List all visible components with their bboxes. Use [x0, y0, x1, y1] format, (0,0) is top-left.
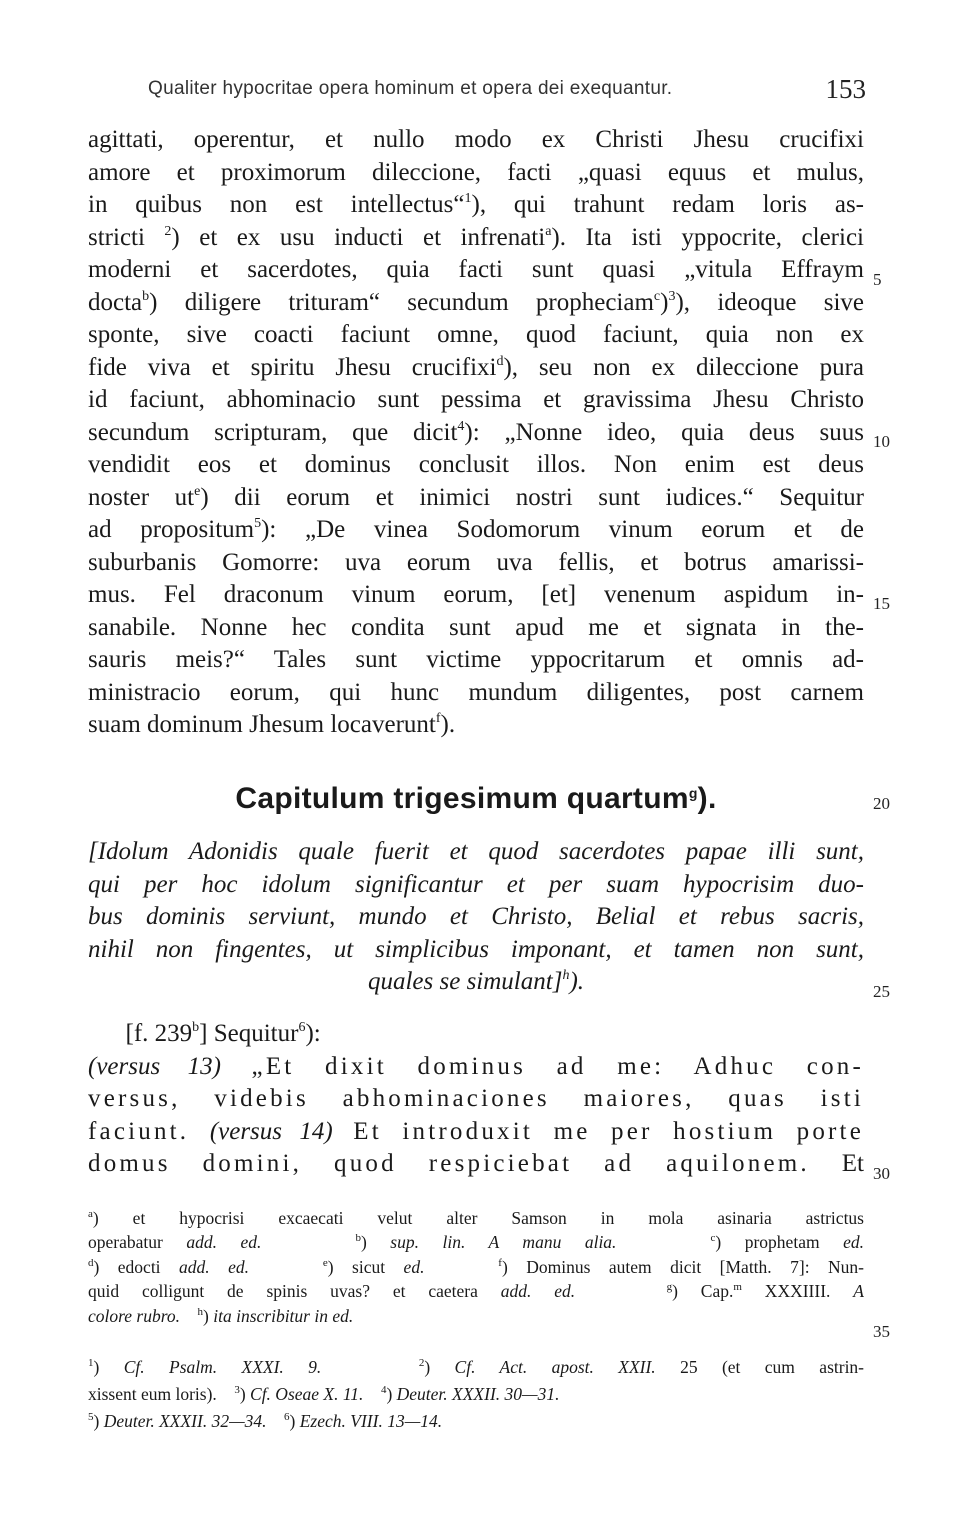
- text-run: suam dominum Jhesum locaverunt: [88, 711, 436, 738]
- text-run: [616, 1232, 710, 1252]
- text-line: [88, 612, 864, 645]
- text-run: quales se simulant]: [367, 968, 563, 995]
- text-run: [363, 1384, 381, 1404]
- footnote-line: [88, 1230, 864, 1254]
- summary-line: [88, 836, 864, 869]
- text-line: [88, 514, 864, 547]
- text-run: nihil non fingentes, ut simplicibus imponant, et tamen non sunt,: [88, 935, 864, 963]
- note-mark: 6: [284, 1411, 290, 1423]
- text-run: Cf. Psalm. XXXI. 9.: [123, 1357, 322, 1377]
- text-line: [88, 254, 864, 287]
- text-run: Et introduxit me per hostium porte: [332, 1117, 864, 1145]
- text-line: [88, 677, 864, 710]
- text-run: [f. 239: [88, 1020, 193, 1047]
- text-run: sauris meis?“ Tales sunt victime yppocritarum et omnis ad-: [88, 646, 864, 673]
- text-run: [180, 1306, 198, 1326]
- note-mark: 4: [457, 418, 465, 434]
- text-line: [88, 449, 864, 482]
- text-run: sponte, sive coacti faciunt omne, quod faciunt, quia non ex: [88, 321, 864, 348]
- note-mark: e: [194, 483, 201, 499]
- text-run: ) sicut: [327, 1256, 404, 1277]
- text-run: ):: [305, 1020, 321, 1047]
- text-run: agittati, operentur, et nullo modo ex Christi Jhesu crucifixi: [88, 126, 864, 153]
- text-run: sanabile. Nonne hec condita sunt apud me et signata in the-: [88, 613, 864, 641]
- summary-line: [88, 869, 864, 902]
- note-mark: h: [562, 968, 570, 983]
- chapter-summary: [88, 836, 864, 999]
- text-run: ) dii eorum et inimici nostri sunt iudices.“ Sequitur: [200, 483, 864, 511]
- text-run: ) et ex usu inducti et infrenati: [171, 223, 546, 251]
- text-run: [261, 1232, 355, 1252]
- note-mark: 6: [298, 1020, 306, 1035]
- text-line: [88, 1083, 864, 1116]
- text-run: Deuter. XXXII. 32—34.: [103, 1411, 267, 1431]
- text-run: sup. lin. A manu alia.: [390, 1232, 617, 1253]
- text-run: Et: [841, 1150, 864, 1177]
- text-run: ): [289, 1411, 300, 1431]
- text-run: suburbanis Gomorre: uva eorum uva fellis, et botrus amarissi-: [88, 548, 864, 576]
- text-run: colore rubro.: [88, 1305, 181, 1326]
- text-run: fide viva et spiritu Jhesu crucifixi: [88, 353, 497, 381]
- note-mark: d: [496, 353, 504, 369]
- text-run: 25 (et cum astrin-: [655, 1357, 864, 1377]
- text-run: ): [203, 1305, 214, 1326]
- text-run: qui per hoc idolum significantur et per suam hypocrisim duo-: [88, 870, 864, 898]
- text-run: ) Dominus autem dicit [Matth. 7]: Nun-: [501, 1256, 864, 1277]
- text-run: „Et dixit dominus ad me: Adhuc con-: [220, 1052, 864, 1080]
- text-run: ] Sequitur: [199, 1020, 299, 1047]
- text-run: ) et hypocrisi excaecati velut alter Samson in mola asinaria astrictus: [92, 1208, 864, 1228]
- chapter-title: Capitulum trigesimum quartum: [235, 782, 689, 815]
- text-run: add. ed.: [186, 1232, 262, 1253]
- text-run: mus. Fel draconum vinum eorum, [et] venenum aspidum in-: [88, 581, 864, 608]
- text-run: ed.: [403, 1256, 425, 1277]
- text-line: [88, 1051, 864, 1084]
- note-mark: d: [88, 1256, 94, 1269]
- note-mark: m: [733, 1281, 742, 1294]
- note-mark: 1: [464, 191, 472, 206]
- text-line: [88, 319, 864, 352]
- footnote-line: [88, 1255, 864, 1279]
- source-references: [88, 1354, 864, 1435]
- note-mark: e: [322, 1256, 328, 1269]
- note-mark: 5: [88, 1411, 94, 1423]
- note-mark: c: [653, 288, 661, 304]
- text-run: add. ed.: [500, 1281, 576, 1302]
- line-number: 35: [873, 1322, 890, 1341]
- text-run: [575, 1281, 666, 1301]
- text-line: [88, 189, 864, 222]
- text-line: [88, 482, 864, 515]
- text-run: noster ut: [88, 483, 195, 511]
- running-header: [148, 72, 868, 108]
- text-run: Cf. Act. apost. XXII.: [454, 1357, 656, 1377]
- chapter-heading: [88, 782, 864, 816]
- note-mark: 3: [234, 1384, 240, 1396]
- text-run: ): [93, 1357, 124, 1377]
- text-run: ita inscribitur in ed.: [213, 1305, 354, 1326]
- note-mark: h: [197, 1305, 204, 1318]
- text-run: [249, 1257, 323, 1277]
- line-number: 5: [873, 270, 882, 289]
- text-run: ), qui trahunt redam loris as-: [471, 191, 864, 218]
- note-mark: c: [710, 1232, 716, 1245]
- text-run: A: [853, 1281, 864, 1302]
- note-mark: b: [142, 288, 150, 304]
- text-run: ) prophetam: [715, 1232, 844, 1253]
- text-run: vendidit eos et dominus conclusit illos. Non enim est deus: [88, 451, 864, 478]
- text-run: (versus 13): [88, 1052, 221, 1080]
- text-line: [88, 579, 864, 612]
- text-run: ), ideoque sive: [675, 288, 864, 316]
- text-run: ). Ita isti yppocrite, clerici: [551, 223, 864, 251]
- note-mark: f: [498, 1256, 502, 1269]
- text-run: xissent eum loris).: [88, 1384, 235, 1404]
- text-run: ): [93, 1411, 104, 1431]
- summary-line: [88, 901, 864, 934]
- text-run: ).: [440, 711, 456, 738]
- text-run: ).: [569, 968, 585, 995]
- note-mark: 1: [88, 1357, 94, 1369]
- summary-line: [88, 966, 864, 999]
- note-mark: 5: [254, 516, 262, 531]
- summary-line: [88, 934, 864, 967]
- reference-line: [88, 1354, 864, 1381]
- text-run: ) edocti: [93, 1256, 180, 1277]
- continuation-text: [88, 1018, 864, 1181]
- text-run: ): [660, 288, 669, 316]
- main-text: [88, 124, 864, 742]
- note-mark: g: [666, 1281, 673, 1294]
- footnote-line: [88, 1304, 864, 1328]
- text-line: [88, 157, 864, 190]
- reference-line: [88, 1381, 864, 1408]
- text-line: [88, 222, 864, 255]
- text-run: [Idolum Adonidis quale fuerit et quod sacerdotes papae illi sunt,: [88, 838, 864, 865]
- line-number: 10: [873, 432, 890, 451]
- text-line: [88, 547, 864, 580]
- critical-apparatus: [88, 1206, 864, 1328]
- text-run: domus domini, quod respiciebat ad aquilonem.: [88, 1150, 842, 1177]
- text-run: in quibus non est intellectus“: [88, 191, 465, 218]
- text-line: [88, 709, 864, 742]
- reference-line: [88, 1408, 864, 1435]
- text-line: [88, 1116, 864, 1149]
- note-mark: b: [192, 1020, 200, 1035]
- text-run: ): „De vinea Sodomorum vinum eorum et de: [261, 516, 864, 543]
- text-run: ) Cap.: [672, 1281, 734, 1302]
- text-run: Ezech. VIII. 13—14.: [299, 1411, 443, 1431]
- note-mark: a: [88, 1208, 93, 1220]
- text-run: [321, 1357, 419, 1377]
- note-mark: b: [355, 1232, 361, 1245]
- text-line: [88, 384, 864, 417]
- text-run: quid colligunt de spinis uvas? et caetera: [88, 1281, 501, 1302]
- line-number: 25: [873, 982, 890, 1001]
- text-run: operabatur: [88, 1232, 187, 1253]
- note-mark: 4: [380, 1384, 387, 1396]
- text-run: ) diligere trituram“ secundum propheciam: [149, 288, 654, 316]
- text-run: ), seu non ex dileccione pura: [503, 353, 864, 381]
- note-mark: f: [435, 711, 441, 726]
- text-line: [88, 644, 864, 677]
- text-run: add. ed.: [179, 1256, 249, 1277]
- text-run: ): [360, 1232, 391, 1253]
- text-run: versus, videbis abhominaciones maiores, quas isti: [88, 1085, 864, 1112]
- text-run: moderni et sacerdotes, quia facti sunt quasi „vitula Effraym: [88, 256, 864, 283]
- text-run: Deuter. XXXII. 30—31.: [396, 1384, 560, 1404]
- text-run: faciunt.: [88, 1117, 210, 1145]
- text-run: ): [424, 1357, 455, 1377]
- text-run: (versus 14): [209, 1117, 333, 1145]
- text-line: [88, 124, 864, 157]
- footnote-line: [88, 1206, 864, 1230]
- text-run: XXXIIII.: [741, 1281, 854, 1302]
- text-run: ed.: [843, 1232, 864, 1253]
- note-mark: a: [545, 223, 552, 239]
- line-number: 30: [873, 1164, 890, 1183]
- chapter-heading-close: ).: [697, 782, 717, 815]
- line-number: 20: [873, 794, 890, 813]
- text-run: [267, 1411, 285, 1431]
- text-run: bus dominis serviunt, mundo et Christo, Belial et rebus sacris,: [88, 903, 864, 930]
- text-run: Cf. Oseae X. 11.: [250, 1384, 364, 1404]
- text-line: [88, 1018, 864, 1051]
- text-run: docta: [88, 288, 143, 316]
- text-run: stricti: [88, 223, 165, 251]
- note-mark: 3: [668, 288, 676, 304]
- text-run: amore et proximorum dileccione, facti „quasi equus et mulus,: [88, 158, 864, 186]
- text-line: [88, 1148, 864, 1181]
- text-run: secundum scripturam, que dicit: [88, 418, 458, 446]
- chapter-note-mark: g: [688, 785, 698, 801]
- text-run: ministracio eorum, qui hunc mundum diligentes, post carnem: [88, 678, 864, 706]
- text-line: [88, 352, 864, 385]
- text-run: id faciunt, abhominacio sunt pessima et gravissima Jhesu Christo: [88, 386, 864, 413]
- page-number: 153: [825, 74, 866, 104]
- note-mark: 2: [418, 1357, 425, 1369]
- running-title: Qualiter hypocritae opera hominum et opera dei exequantur.: [148, 78, 673, 99]
- text-run: ): [386, 1384, 397, 1404]
- note-mark: 2: [164, 223, 172, 239]
- footnote-line: [88, 1279, 864, 1303]
- text-run: ad propositum: [88, 516, 255, 543]
- text-line: [88, 417, 864, 450]
- text-run: ): [239, 1384, 251, 1404]
- text-line: [88, 287, 864, 320]
- line-number: 15: [873, 594, 890, 613]
- text-run: ): „Nonne ideo, quia deus suus: [464, 418, 864, 446]
- text-run: [424, 1257, 498, 1277]
